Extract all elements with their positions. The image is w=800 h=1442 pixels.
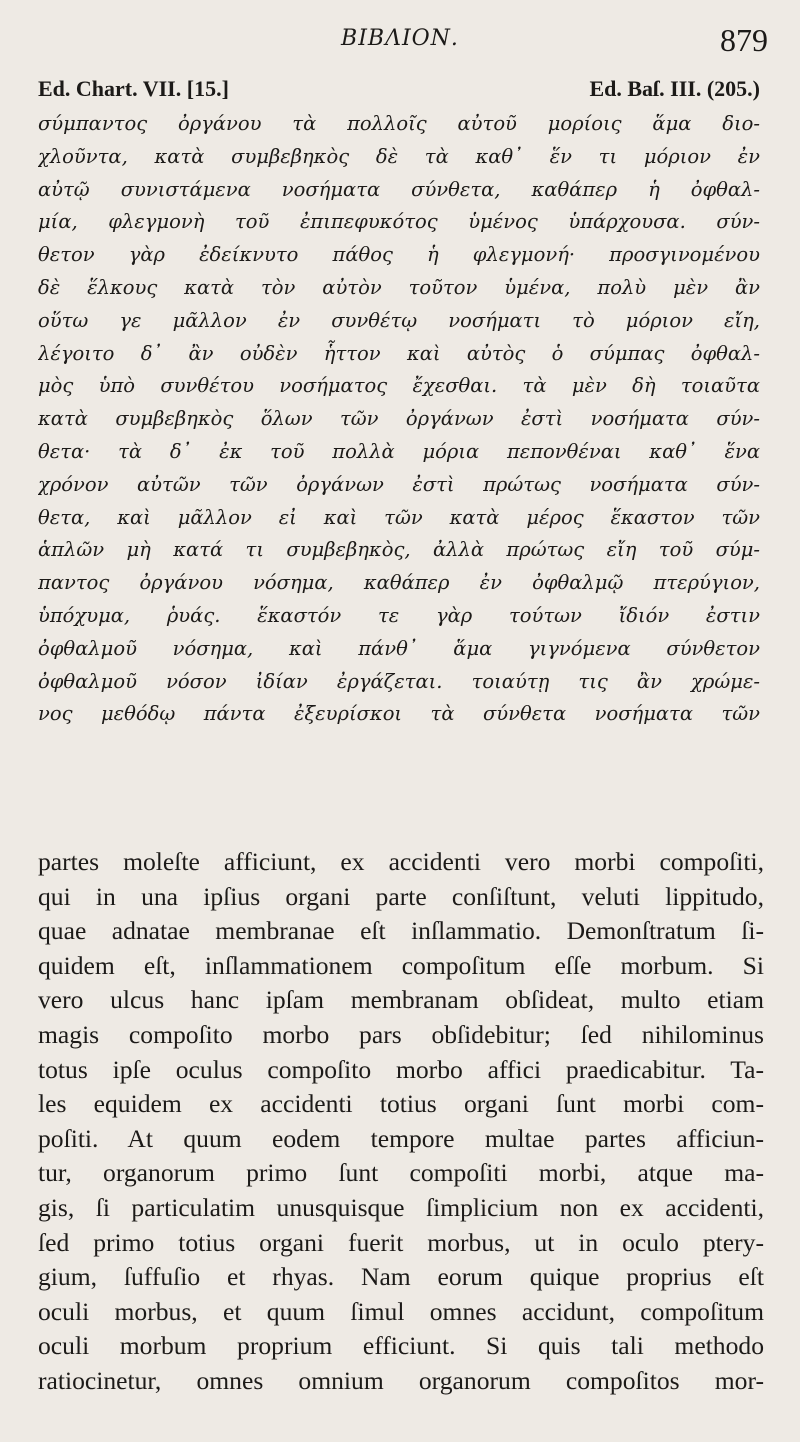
edition-reference-chartier: Ed. Chart. VII. [15.] — [38, 76, 229, 101]
greek-line: αὐτῷ συνιστάμενα νοσήματα σύνθετα, καθάπερ ἡ ὀφθαλ- — [38, 177, 760, 201]
latin-line: gis, ſi particulatim unusquisque ſimplicium non ex accidenti, — [38, 1192, 764, 1222]
greek-line: χρόνον αὐτῶν τῶν ὀργάνων ἐστὶ πρώτως νοσήματα σύν- — [38, 472, 760, 496]
latin-line: les equidem ex accidenti totius organi ſunt morbi com- — [38, 1089, 764, 1119]
greek-line: μία, φλεγμονὴ τοῦ ἐπιπεφυκότος ὑμένος ὑπάρχουσα. σύν- — [38, 210, 760, 234]
greek-line: ὀφθαλμοῦ νόσον ἰδίαν ἐργάζεται. τοιαύτῃ τις ἂν χρώμε- — [38, 669, 760, 693]
greek-line: θετον γὰρ ἐδείκνυτο πάθος ἡ φλεγμονή· προσγινομένου — [38, 243, 760, 267]
greek-line: ὑπόχυμα, ῥυάς. ἕκαστόν τε γὰρ τούτων ἴδιόν ἐστιν — [38, 603, 760, 627]
greek-line: παντος ὀργάνου νόσημα, καθάπερ ἐν ὀφθαλμῷ πτερύγιον, — [38, 571, 760, 595]
edition-reference-basel: Ed. Baſ. III. (205.) — [589, 76, 760, 101]
greek-line: χλοῦντα, κατὰ συμβεβηκὸς δὲ τὰ καθ᾽ ἕν τι μόριον ἐν — [38, 144, 760, 168]
greek-line: ὀφθαλμοῦ νόσημα, καὶ πάνθ᾽ ἅμα γιγνόμενα σύνθετον — [38, 636, 760, 660]
greek-line: νος μεθόδῳ πάντα ἐξευρίσκοι τὰ σύνθετα νοσήματα τῶν — [38, 702, 760, 726]
latin-line: magis compoſito morbo pars obſidebitur; ſed nihilominus — [38, 1019, 764, 1049]
latin-line: qui in una ipſius organi parte conſiſtunt, veluti lippitudo, — [38, 881, 764, 911]
latin-line: partes moleſte afficiunt, ex accidenti vero morbi compoſiti, — [38, 847, 764, 876]
greek-text-block — [38, 108, 760, 731]
greek-line: ἁπλῶν μὴ κατά τι συμβεβηκὸς, ἀλλὰ πρώτως εἴη τοῦ σύμ- — [38, 538, 760, 562]
greek-line: οὕτω γε μᾶλλον ἐν συνθέτῳ νοσήματι τὸ μόριον εἴη, — [38, 308, 760, 332]
greek-line: λέγοιτο δ᾽ ἂν οὐδὲν ἧττον καὶ αὐτὸς ὁ σύμπας ὀφθαλ- — [38, 341, 760, 365]
greek-line: θετα· τὰ δ᾽ ἐκ τοῦ πολλὰ μόρια πεπονθέναι καθ᾽ ἕνα — [38, 439, 760, 463]
latin-line: gium, ſuffuſio et rhyas. Nam eorum quique proprius eſt — [38, 1262, 764, 1292]
latin-text-block — [38, 845, 764, 1399]
latin-line: totus ipſe oculus compoſito morbo affici praedicabitur. Ta- — [38, 1054, 764, 1084]
latin-line: tur, organorum primo ſunt compoſiti morbi, atque ma- — [38, 1158, 764, 1188]
greek-line: κατὰ συμβεβηκὸς ὅλων τῶν ὀργάνων ἐστὶ νοσήματα σύν- — [38, 407, 760, 431]
running-title: BIBΛΙΟΝ. — [341, 26, 459, 51]
page-number: 879 — [720, 22, 768, 58]
greek-line: μὸς ὑπὸ συνθέτου νοσήματος ἔχεσθαι. τὰ μὲν δὴ τοιαῦτα — [38, 374, 760, 398]
latin-line: ratiocinetur, omnes omnium organorum compoſitos mor- — [38, 1365, 764, 1395]
latin-line: poſiti. At quum eodem tempore multae partes afficiun- — [38, 1123, 764, 1153]
latin-line: vero ulcus hanc ipſam membranam obſideat, multo etiam — [38, 985, 764, 1015]
greek-line: δὲ ἕλκους κατὰ τὸν αὐτὸν τοῦτον ὑμένα, πολὺ μὲν ἂν — [38, 275, 760, 299]
latin-line: ſed primo totius organi fuerit morbus, ut in oculo ptery- — [38, 1227, 764, 1257]
latin-line: oculi morbus, et quum ſimul omnes accidunt, compoſitum — [38, 1296, 764, 1326]
greek-line: σύμπαντος ὀργάνου τὰ πολλοῖς αὐτοῦ μορίοις ἅμα διο- — [38, 112, 760, 135]
latin-line: oculi morbum proprium efficiunt. Si quis tali methodo — [38, 1331, 764, 1361]
latin-line: quae adnatae membranae eſt inſlammatio. Demonſtratum ſi- — [38, 916, 764, 946]
latin-line: quidem eſt, inſlammationem compoſitum eſſe morbum. Si — [38, 950, 764, 980]
edition-line — [38, 76, 760, 108]
greek-line: θετα, καὶ μᾶλλον εἰ καὶ τῶν κατὰ μέρος ἕκαστον τῶν — [38, 505, 760, 529]
